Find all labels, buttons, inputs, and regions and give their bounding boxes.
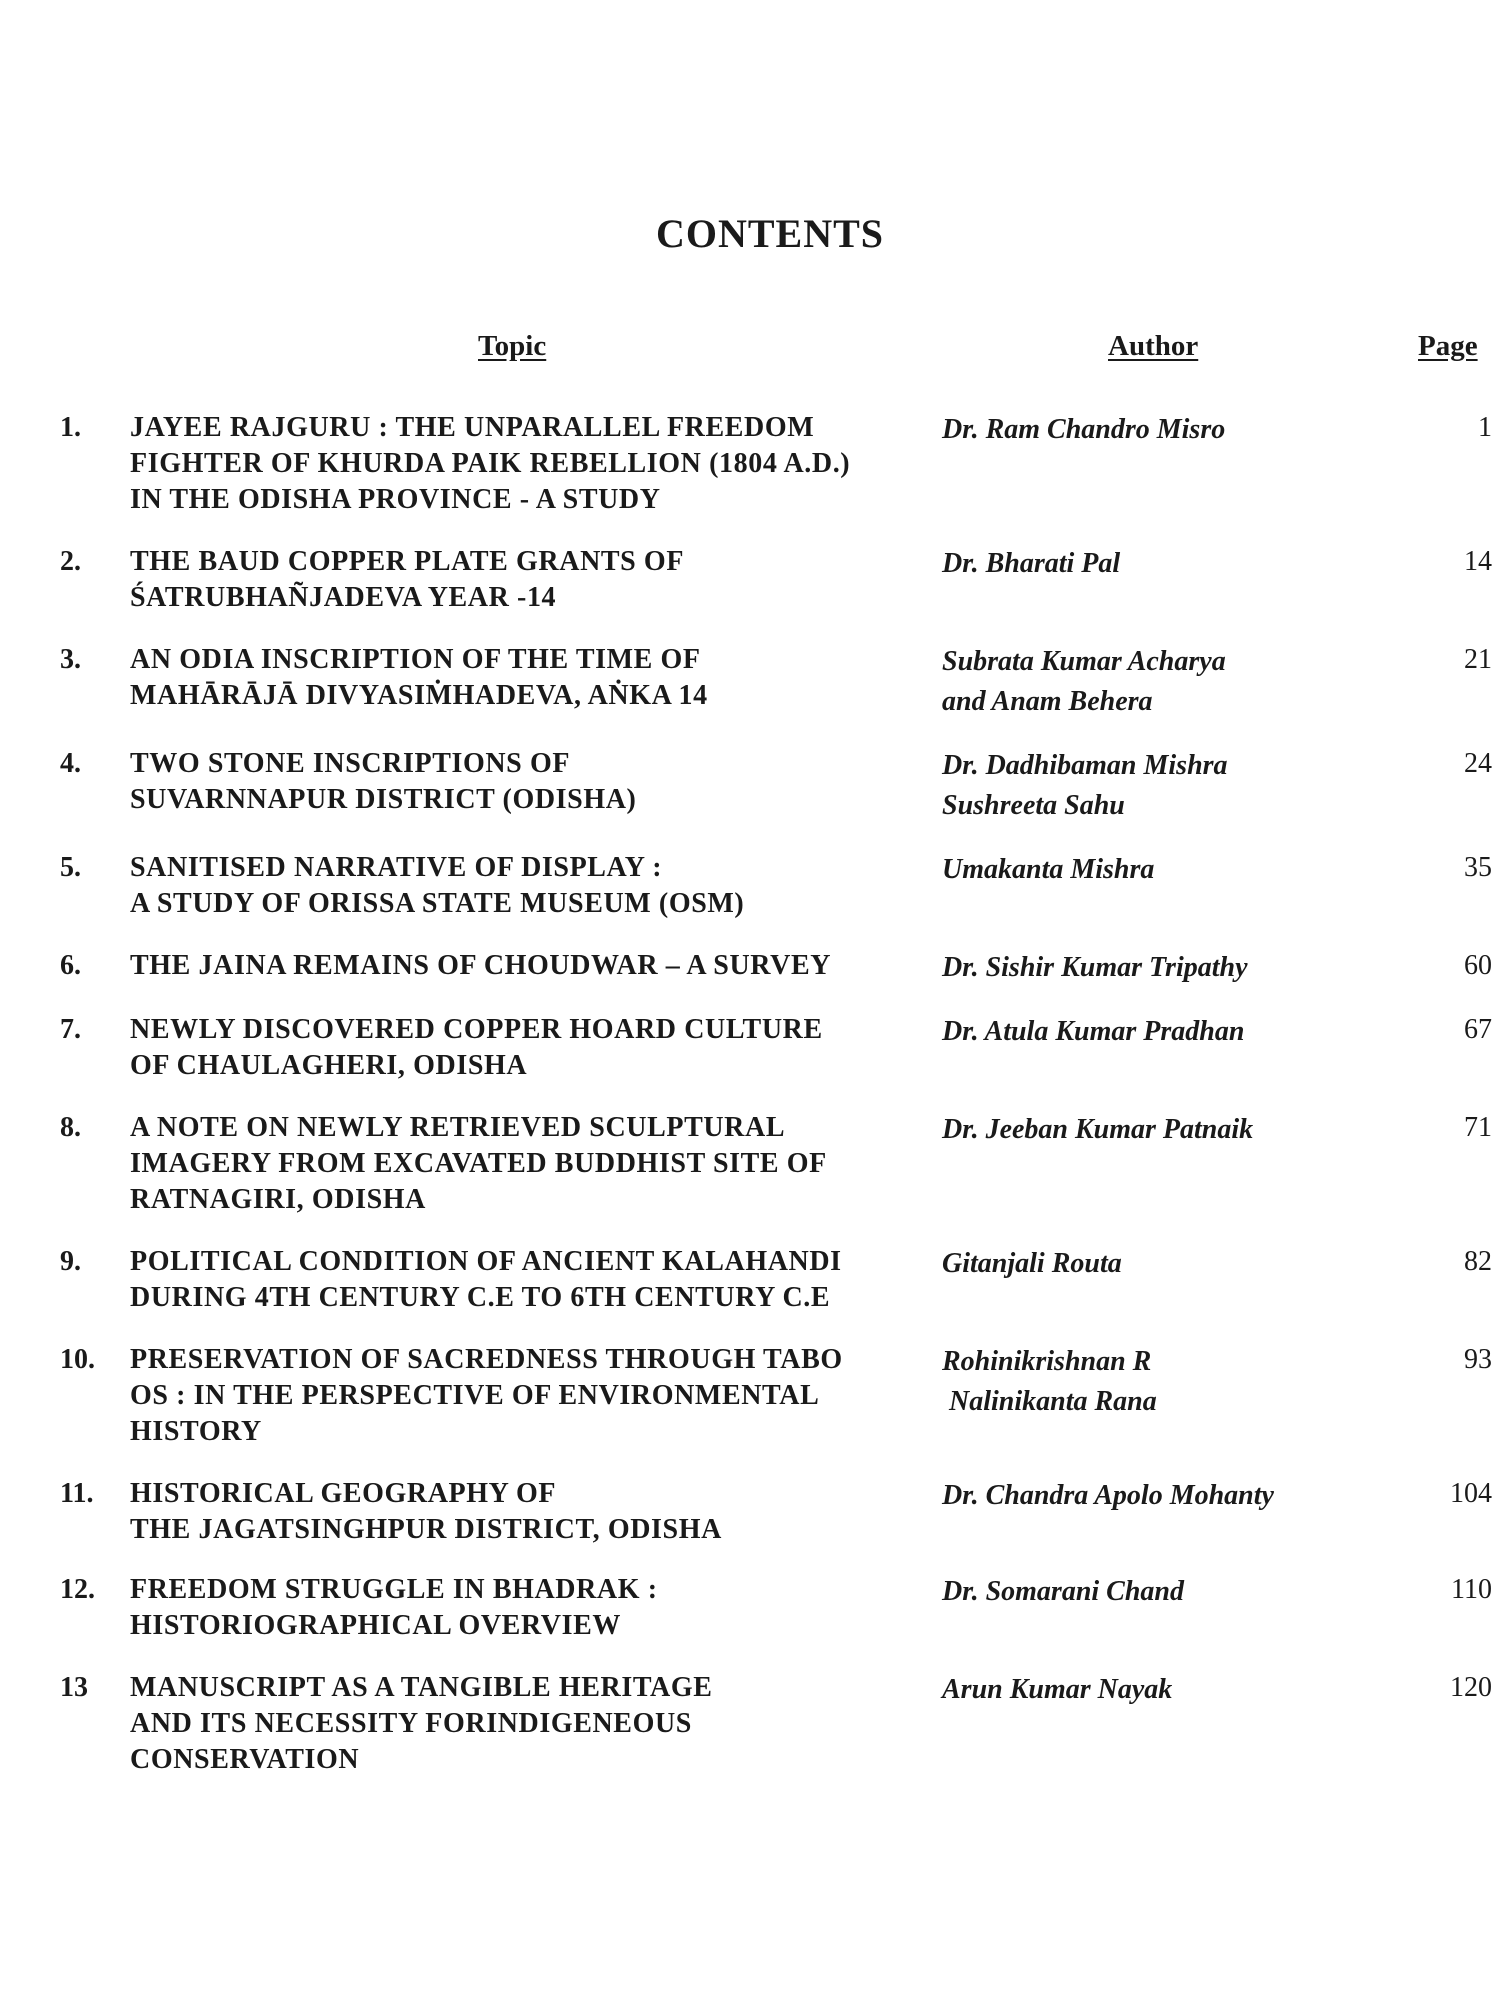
topic-line: THE JAINA REMAINS OF CHOUDWAR – A SURVEY <box>130 950 832 981</box>
entry-author <box>942 1476 1362 1516</box>
entry-number: 12. <box>60 1574 95 1605</box>
entry-author <box>942 1670 1362 1710</box>
entry-number: 9. <box>60 1246 81 1277</box>
topic-line: DURING 4TH CENTURY C.E TO 6TH CENTURY C.E <box>130 1282 831 1313</box>
entry-topic <box>130 1670 920 1778</box>
entry-page-number: 24 <box>1464 748 1492 779</box>
entry-page-number: 110 <box>1451 1574 1492 1605</box>
topic-line: A STUDY OF ORISSA STATE MUSEUM (OSM) <box>130 888 745 919</box>
entry-topic <box>130 410 920 518</box>
entry-number: 5. <box>60 852 81 883</box>
author-column-header: Author <box>1108 330 1199 362</box>
contents-entry <box>0 410 1500 544</box>
entry-author <box>942 1012 1362 1052</box>
contents-list <box>0 410 1500 1790</box>
entry-author <box>942 948 1362 988</box>
contents-entry <box>0 1670 1500 1790</box>
entry-topic <box>130 1342 920 1450</box>
topic-line: HISTORY <box>130 1416 262 1447</box>
entry-author <box>942 642 1362 722</box>
author-line: Umakanta Mishra <box>942 854 1155 885</box>
author-line: Dr. Atula Kumar Pradhan <box>942 1016 1245 1047</box>
topic-line: JAYEE RAJGURU : THE UNPARALLEL FREEDOM <box>130 412 815 443</box>
entry-number: 3. <box>60 644 81 675</box>
entry-page-number: 14 <box>1464 546 1492 577</box>
topic-line: NEWLY DISCOVERED COPPER HOARD CULTURE <box>130 1014 823 1045</box>
entry-page-number: 71 <box>1464 1112 1492 1143</box>
topic-line: FIGHTER OF KHURDA PAIK REBELLION (1804 A.D.) <box>130 448 851 479</box>
contents-entry <box>0 544 1500 642</box>
author-line: Dr. Dadhibaman Mishra <box>942 750 1228 781</box>
author-line: Dr. Sishir Kumar Tripathy <box>942 952 1248 983</box>
entry-author <box>942 746 1362 826</box>
author-line: Arun Kumar Nayak <box>942 1674 1173 1705</box>
entry-author <box>942 1572 1362 1612</box>
author-line: Subrata Kumar Acharya <box>942 646 1226 677</box>
topic-line: MAHĀRĀJĀ DIVYASIṀHADEVA, AṄKA 14 <box>130 680 708 711</box>
topic-line: ŚATRUBHAÑJADEVA YEAR -14 <box>130 582 557 613</box>
entry-author <box>942 1342 1362 1422</box>
topic-line: IN THE ODISHA PROVINCE - A STUDY <box>130 484 661 515</box>
entry-page-number: 35 <box>1464 852 1492 883</box>
topic-line: AND ITS NECESSITY FORINDIGENEOUS <box>130 1708 692 1739</box>
contents-entry <box>0 1342 1500 1476</box>
author-line: Dr. Ram Chandro Misro <box>942 414 1226 445</box>
author-line: Nalinikanta Rana <box>942 1386 1157 1417</box>
entry-author <box>942 410 1362 450</box>
topic-line: HISTORIOGRAPHICAL OVERVIEW <box>130 1610 621 1641</box>
topic-line: AN ODIA INSCRIPTION OF THE TIME OF <box>130 644 701 675</box>
entry-page-number: 93 <box>1464 1344 1492 1375</box>
contents-entry <box>0 1572 1500 1670</box>
entry-number: 8. <box>60 1112 81 1143</box>
entry-author <box>942 850 1362 890</box>
topic-column-header: Topic <box>478 330 547 362</box>
entry-topic <box>130 850 920 922</box>
contents-entry <box>0 642 1500 746</box>
author-line: Sushreeta Sahu <box>942 790 1125 821</box>
entry-number: 11. <box>60 1478 94 1509</box>
entry-topic <box>130 1244 920 1316</box>
entry-page-number: 67 <box>1464 1014 1492 1045</box>
entry-page-number: 1 <box>1478 412 1492 443</box>
contents-entry <box>0 1244 1500 1342</box>
entry-number: 4. <box>60 748 81 779</box>
topic-line: MANUSCRIPT AS A TANGIBLE HERITAGE <box>130 1672 713 1703</box>
topic-line: POLITICAL CONDITION OF ANCIENT KALAHANDI <box>130 1246 842 1277</box>
entry-topic <box>130 544 920 616</box>
topic-line: IMAGERY FROM EXCAVATED BUDDHIST SITE OF <box>130 1148 827 1179</box>
entry-number: 6. <box>60 950 81 981</box>
entry-number: 7. <box>60 1014 81 1045</box>
entry-page-number: 21 <box>1464 644 1492 675</box>
entry-topic <box>130 1012 920 1084</box>
entry-page-number: 60 <box>1464 950 1492 981</box>
entry-author <box>942 1244 1362 1284</box>
entry-topic <box>130 1476 920 1548</box>
page-column-header: Page <box>1418 330 1478 362</box>
author-line: Rohinikrishnan R <box>942 1346 1152 1377</box>
entry-topic <box>130 1110 920 1218</box>
entry-topic <box>130 642 920 714</box>
author-line: Dr. Somarani Chand <box>942 1576 1184 1607</box>
entry-author <box>942 544 1362 584</box>
entry-page-number: 104 <box>1450 1478 1492 1509</box>
topic-line: HISTORICAL GEOGRAPHY OF <box>130 1478 557 1509</box>
topic-line: CONSERVATION <box>130 1744 360 1775</box>
entry-topic <box>130 746 920 818</box>
contents-entry <box>0 948 1500 1012</box>
entry-topic <box>130 948 920 984</box>
contents-entry <box>0 746 1500 850</box>
contents-entry <box>0 1110 1500 1244</box>
entry-author <box>942 1110 1362 1150</box>
author-line: Dr. Jeeban Kumar Patnaik <box>942 1114 1254 1145</box>
entry-number: 1. <box>60 412 81 443</box>
entry-page-number: 82 <box>1464 1246 1492 1277</box>
contents-entry <box>0 1012 1500 1110</box>
entry-topic <box>130 1572 920 1644</box>
topic-line: OF CHAULAGHERI, ODISHA <box>130 1050 528 1081</box>
entry-number: 10. <box>60 1344 95 1375</box>
contents-entry <box>0 850 1500 948</box>
topic-line: SUVARNNAPUR DISTRICT (ODISHA) <box>130 784 637 815</box>
topic-line: FREEDOM STRUGGLE IN BHADRAK : <box>130 1574 658 1605</box>
page-title: CONTENTS <box>655 211 885 256</box>
author-line: Dr. Bharati Pal <box>942 548 1121 579</box>
topic-line: THE BAUD COPPER PLATE GRANTS OF <box>130 546 685 577</box>
author-line: and Anam Behera <box>942 686 1153 717</box>
topic-line: RATNAGIRI, ODISHA <box>130 1184 426 1215</box>
entry-number: 2. <box>60 546 81 577</box>
entry-number: 13 <box>60 1672 88 1703</box>
author-line: Dr. Chandra Apolo Mohanty <box>942 1480 1274 1511</box>
entry-page-number: 120 <box>1450 1672 1492 1703</box>
author-line: Gitanjali Routa <box>942 1248 1122 1279</box>
topic-line: TWO STONE INSCRIPTIONS OF <box>130 748 571 779</box>
topic-line: A NOTE ON NEWLY RETRIEVED SCULPTURAL <box>130 1112 786 1143</box>
topic-line: OS : IN THE PERSPECTIVE OF ENVIRONMENTAL <box>130 1380 820 1411</box>
topic-line: SANITISED NARRATIVE OF DISPLAY : <box>130 852 663 883</box>
topic-line: PRESERVATION OF SACREDNESS THROUGH TABO <box>130 1344 843 1375</box>
topic-line: THE JAGATSINGHPUR DISTRICT, ODISHA <box>130 1514 722 1545</box>
contents-entry <box>0 1476 1500 1572</box>
